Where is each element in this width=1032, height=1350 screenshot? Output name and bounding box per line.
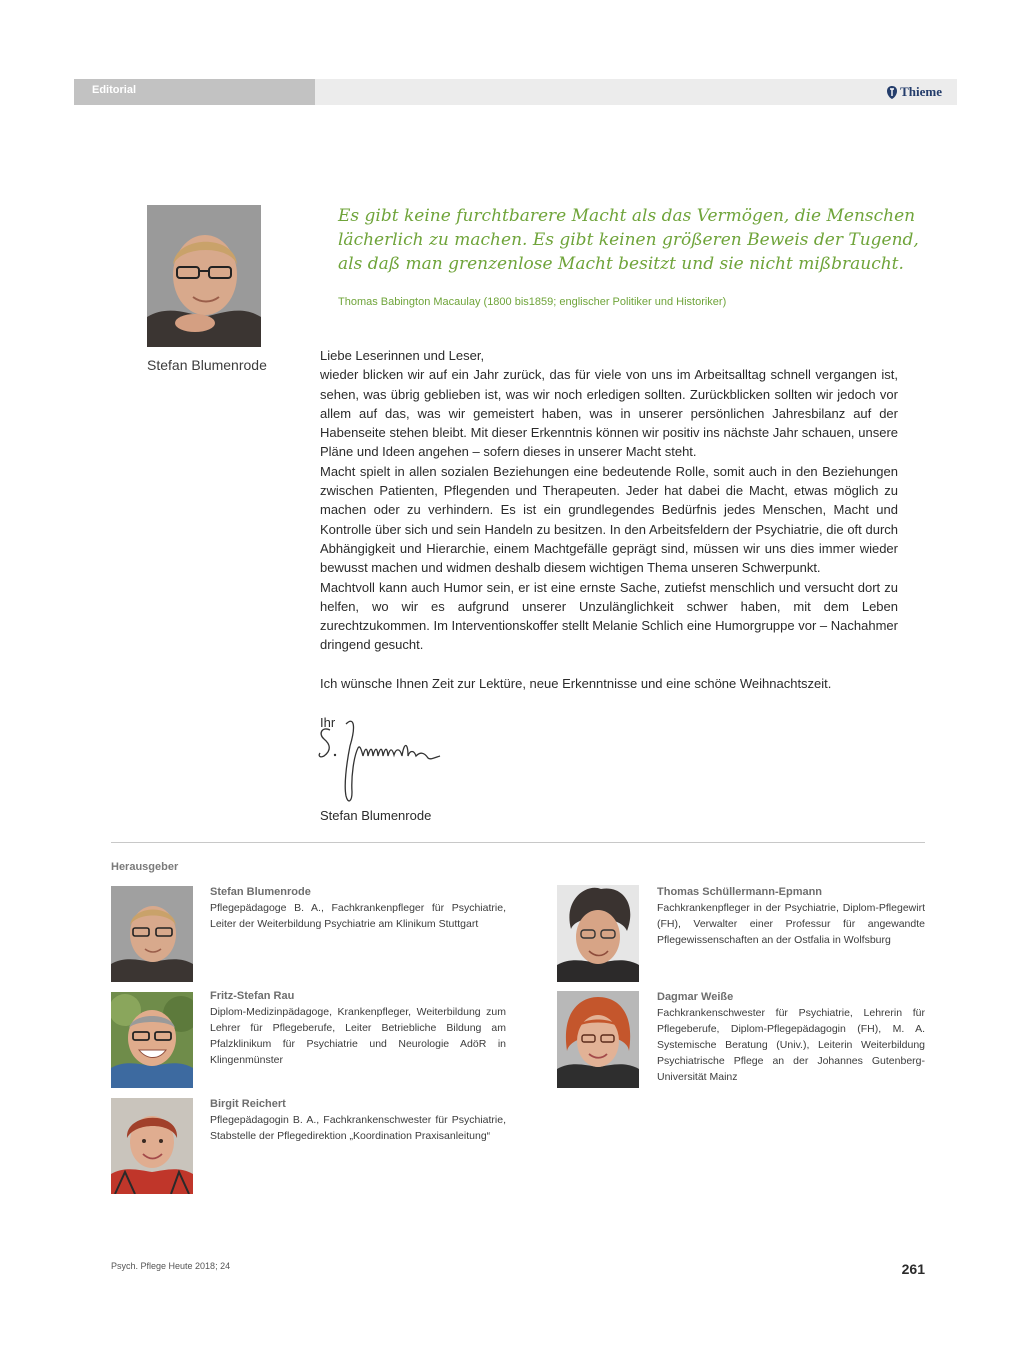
editors-section-title: Herausgeber (111, 861, 179, 873)
author-photo (147, 205, 261, 347)
section-label: Editorial (92, 84, 137, 96)
editor-photo (557, 885, 639, 982)
quote-line: Es gibt keine furchtbarere Macht als das Vermögen, die Menschen (338, 206, 916, 226)
editor-entry (657, 884, 925, 948)
editor-entry (210, 1096, 506, 1144)
editor-name: Thomas Schüllermann-Epmann (657, 886, 823, 898)
editor-photo (111, 992, 193, 1088)
editorial-letter (320, 346, 898, 732)
editor-description: Fachkrankenschwester für Psychiatrie, Lehrerin für Pflegeberufe, Diplom-Pflegepädagogin (FH), M. A. Systemische Beratung (Univ.), Leiterin Weiterbildung Psychiatrische Pflege an der Johannes Gutenberg-Universität Mainz (657, 1007, 925, 1083)
quote-line: lächerlich zu machen. Es gibt keinen größeren Beweis der Tugend, (338, 230, 919, 250)
editor-name: Stefan Blumenrode (210, 886, 311, 898)
thieme-logo-icon (887, 86, 897, 99)
letter-paragraph: Macht spielt in allen sozialen Beziehungen eine bedeutende Rolle, somit auch in den Beziehungen zwischen Patienten, Pflegenden und Therapeuten. Jeder hat dabei die Macht, etwas möglich zu machen oder zu verhindern. Es ist ein grundlegendes Bedürfnis jedes Menschen, Macht und Kontrolle über sich und sein Handeln zu besitzen. In den Arbeitsfeldern der Psychiatrie, die oft durch Abhängigkeit und Hierarchie, einem Machtgefälle geprägt sind, müssen wir uns dies immer wieder bewusst machen und widmen deshalb diesem wichtigen Thema unseren Schwerpunkt. (320, 463, 898, 576)
letter-paragraph: wieder blicken wir auf ein Jahr zurück, das für viele von uns im Arbeitsalltag schnell vergangen ist, sehen, was übrig geblieben ist, was wir noch erledigen sollten. Zurückblicken sollten wir jedoch vor allem auf das, was wir gemeistert haben, was in unserer persönlichen Jahresbilanz auf der Habenseite stehen bleibt. Mit dieser Erkenntnis können wir positiv ins nächste Jahr schauen, unsere Pläne und Ideen angehen – sofern dieses in unserer Macht steht. (320, 367, 898, 460)
editor-name: Fritz-Stefan Rau (210, 990, 295, 1002)
editor-entry (210, 884, 506, 932)
editor-description: Fachkrankenpfleger in der Psychiatrie, Diplom-Pflegewirt (FH), Verwalter einer Professur für angewandte Pflegewissenschaften an der Ostfalia in Wolfsburg (657, 902, 925, 946)
editor-description: Pflegepädagogin B. A., Fachkrankenschwester für Psychiatrie, Stabstelle der Pflegedirektion „Koordination Praxisanleitung“ (210, 1114, 506, 1142)
editor-description: Pflegepädagoge B. A., Fachkrankenpfleger für Psychiatrie, Leiter der Weiterbildung Psychiatrie am Klinikum Stuttgart (210, 902, 506, 930)
letter-closing: Ihr (320, 714, 336, 730)
author-photo-caption: Stefan Blumenrode (147, 357, 267, 373)
epigraph-quote (338, 204, 938, 276)
letter-wish: Ich wünsche Ihnen Zeit zur Lektüre, neue Erkenntnisse und eine schöne Weihnachtszeit. (320, 676, 832, 692)
page-number: 261 (901, 1261, 925, 1277)
editor-description: Diplom-Medizinpädagoge, Krankenpfleger, Weiterbildung zum Lehrer für Pflegeberufe, Leiter Betriebliche Bildung am Pfalzklinikum für Psychiatrie und Neurologie AdöR in Klingenmünster (210, 1006, 506, 1066)
section-divider (111, 842, 925, 843)
brand-name: Thieme (900, 84, 942, 99)
letter-paragraph: Machtvoll kann auch Humor sein, er ist eine ernste Sache, zutiefst menschlich und versucht dort zu helfen, wo wir es aufgrund unserer Unzulänglichkeit schwer haben, mit dem Leben zurechtzukommen. Im Interventionskoffer stellt Melanie Schlich eine Humorgruppe vor – Nachahmer dringend gesucht. (320, 579, 898, 653)
letter-salutation: Liebe Leserinnen und Leser, (320, 348, 485, 363)
quote-line: als daß man grenzenlose Macht besitzt und sie nicht mißbraucht. (338, 254, 904, 274)
journal-reference: Psych. Pflege Heute 2018; 24 (111, 1261, 231, 1271)
signer-name: Stefan Blumenrode (320, 808, 432, 823)
editor-name: Dagmar Weiße (657, 991, 734, 1003)
editor-photo (111, 886, 193, 982)
editor-photo (557, 991, 639, 1088)
section-tab (74, 79, 315, 105)
handwritten-signature (316, 712, 450, 806)
editor-photo (111, 1098, 193, 1194)
header-bar (74, 79, 957, 105)
editor-entry (210, 988, 506, 1068)
editor-name: Birgit Reichert (210, 1098, 286, 1110)
brand-logo (887, 84, 942, 100)
quote-source: Thomas Babington Macaulay (1800 bis1859; englischer Politiker und Historiker) (338, 296, 727, 308)
editor-entry (657, 989, 925, 1085)
